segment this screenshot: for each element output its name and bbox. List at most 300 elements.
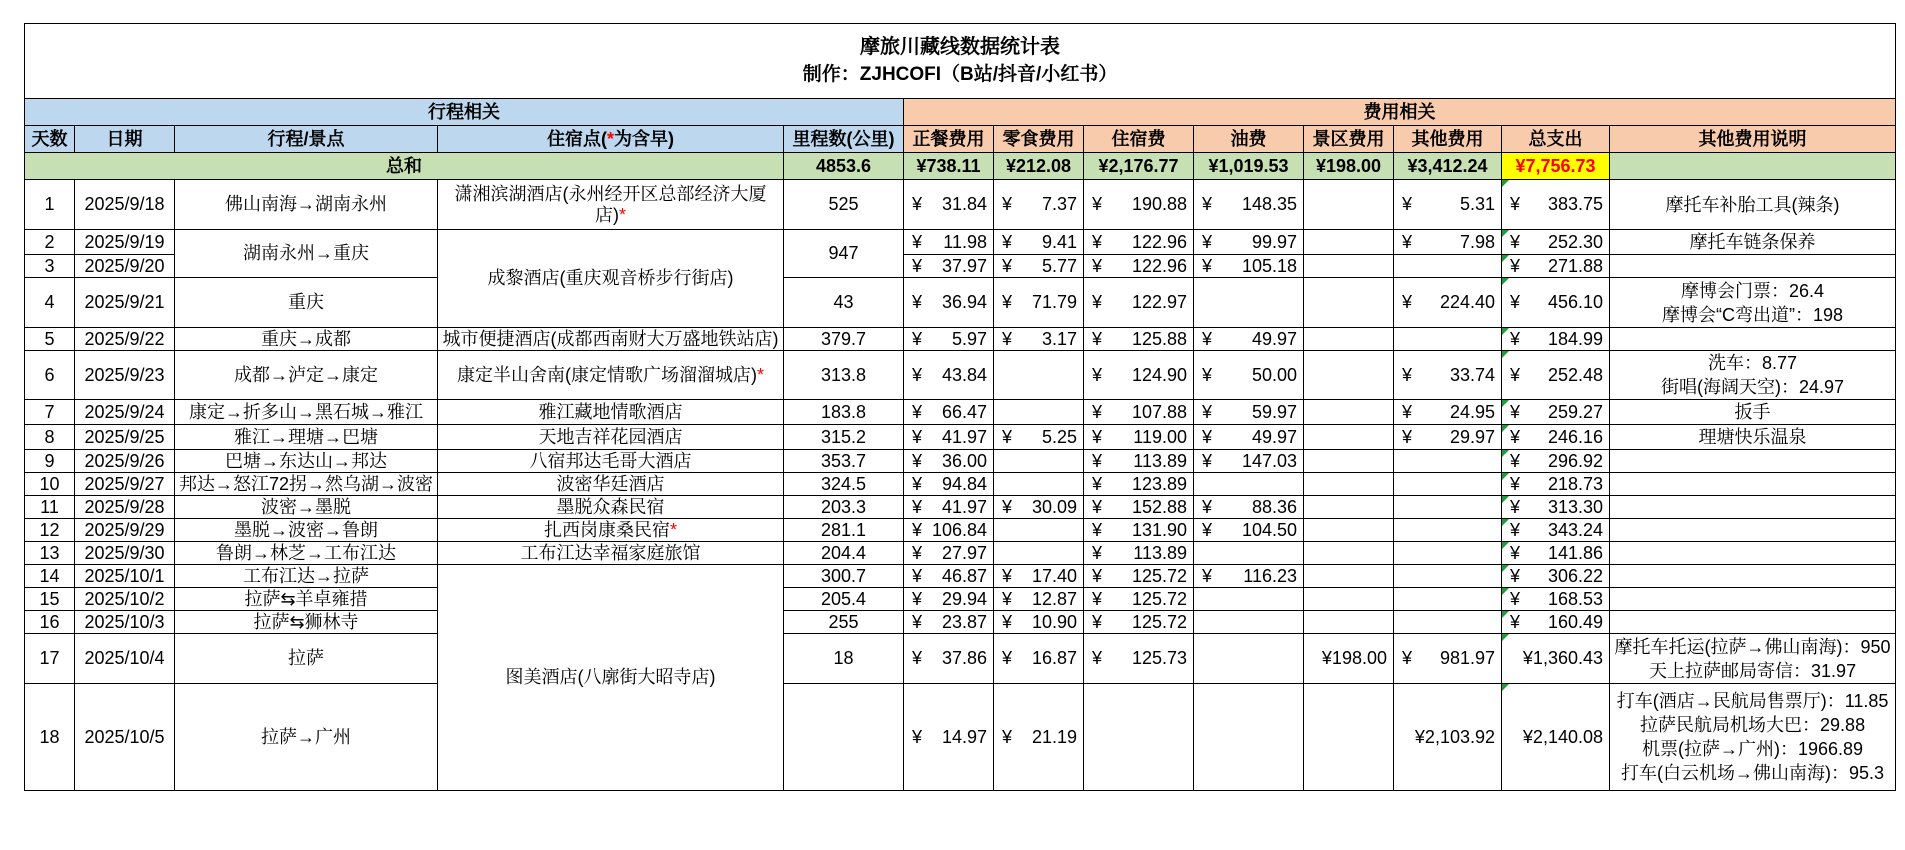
meal-cell bbox=[904, 255, 994, 278]
scenic-cell bbox=[1304, 278, 1394, 328]
total-value: 313.30 bbox=[1547, 496, 1603, 517]
total-cell bbox=[1502, 450, 1610, 473]
total-value: 259.27 bbox=[1547, 401, 1603, 422]
other-cell bbox=[1394, 588, 1502, 611]
fuel-money bbox=[1194, 497, 1303, 518]
date-cell: 2025/9/24 bbox=[75, 400, 175, 425]
currency-symbol: ¥ bbox=[1002, 496, 1013, 517]
header-hotel-star: * bbox=[606, 128, 614, 149]
table-row bbox=[25, 565, 1896, 588]
scenic-cell bbox=[1304, 684, 1394, 791]
mileage-cell: 183.8 bbox=[784, 400, 904, 425]
note-line: 天上拉萨邮局寄信：31.97 bbox=[1649, 660, 1857, 681]
meal-cell bbox=[904, 634, 994, 684]
notes-cell bbox=[1610, 450, 1896, 473]
lodging-cell bbox=[1084, 400, 1194, 425]
date-cell: 2025/9/25 bbox=[75, 425, 175, 450]
hotel-name: 天地吉祥花园酒店 bbox=[538, 426, 683, 447]
lodging-cell bbox=[1084, 611, 1194, 634]
meal-value: 43.84 bbox=[941, 364, 987, 385]
totals-snack: ¥212.08 bbox=[994, 153, 1084, 180]
lodging-value: 119.00 bbox=[1133, 426, 1187, 447]
notes-cell bbox=[1610, 542, 1896, 565]
other-value: 7.98 bbox=[1459, 231, 1495, 252]
other-cell bbox=[1394, 473, 1502, 496]
currency-symbol: ¥ bbox=[1002, 648, 1013, 668]
day-cell: 8 bbox=[25, 425, 75, 450]
lodging-cell bbox=[1084, 519, 1194, 542]
fuel-value: 104.50 bbox=[1241, 519, 1297, 540]
currency-symbol: ¥ bbox=[1092, 565, 1103, 586]
table-row bbox=[25, 588, 1896, 611]
currency-symbol: ¥ bbox=[1092, 542, 1103, 563]
currency-symbol: ¥ bbox=[1092, 292, 1103, 312]
spreadsheet bbox=[24, 23, 1895, 791]
total-cell bbox=[1502, 255, 1610, 278]
fuel-value: 59.97 bbox=[1251, 401, 1297, 422]
total-value: 218.73 bbox=[1547, 473, 1603, 494]
snack-money bbox=[994, 194, 1083, 215]
lodging-money bbox=[1084, 402, 1193, 423]
table-row bbox=[25, 542, 1896, 565]
fuel-money bbox=[1194, 256, 1303, 277]
lodging-cell bbox=[1084, 328, 1194, 351]
total-value: 271.88 bbox=[1547, 255, 1603, 276]
currency-symbol: ¥ bbox=[1002, 255, 1013, 276]
snack-cell bbox=[994, 684, 1084, 791]
currency-symbol: ¥ bbox=[1202, 565, 1213, 586]
comment-marker bbox=[1502, 588, 1509, 595]
meal-cell bbox=[904, 496, 994, 519]
lodging-cell bbox=[1084, 255, 1194, 278]
date-cell: 2025/10/1 bbox=[75, 565, 175, 588]
snack-money bbox=[994, 329, 1083, 350]
meal-cell bbox=[904, 542, 994, 565]
currency-symbol: ¥ bbox=[1092, 401, 1103, 422]
other-cell bbox=[1394, 496, 1502, 519]
lodging-value: 123.89 bbox=[1131, 473, 1187, 494]
meal-value: 106.84 bbox=[931, 519, 987, 540]
currency-symbol: ¥ bbox=[1510, 364, 1521, 385]
other-cell bbox=[1394, 611, 1502, 634]
lodging-value: 124.90 bbox=[1131, 364, 1187, 385]
note-line: 打车(白云机场→佛山南海)：95.3 bbox=[1621, 763, 1885, 783]
hotel-cell bbox=[438, 230, 784, 328]
hotel-cell bbox=[438, 351, 784, 400]
meal-money bbox=[904, 474, 993, 495]
other-cell bbox=[1394, 278, 1502, 328]
totals-mileage: 4853.6 bbox=[784, 153, 904, 180]
lodging-money bbox=[1084, 365, 1193, 386]
meal-value: 27.97 bbox=[941, 542, 987, 563]
total-value: 296.92 bbox=[1547, 450, 1603, 471]
header-hotel-prefix: 住宿点( bbox=[546, 128, 607, 149]
scenic-cell bbox=[1304, 496, 1394, 519]
other-money bbox=[1394, 402, 1501, 423]
header-hotel-suffix: 为含早) bbox=[614, 128, 674, 149]
meal-money bbox=[904, 727, 993, 748]
day-cell: 18 bbox=[25, 684, 75, 791]
total-cell bbox=[1502, 230, 1610, 255]
lodging-value: 113.89 bbox=[1133, 450, 1187, 471]
day-cell: 14 bbox=[25, 565, 75, 588]
fuel-cell bbox=[1194, 230, 1304, 255]
lodging-cell bbox=[1084, 473, 1194, 496]
currency-symbol: ¥ bbox=[1510, 565, 1521, 586]
total-money bbox=[1502, 451, 1609, 472]
lodging-money bbox=[1084, 427, 1193, 448]
fuel-cell bbox=[1194, 255, 1304, 278]
total-value: 160.49 bbox=[1547, 611, 1603, 632]
total-money bbox=[1502, 543, 1609, 564]
title-block bbox=[25, 24, 1896, 99]
total-cell bbox=[1502, 425, 1610, 450]
total-money bbox=[1502, 402, 1609, 423]
currency-symbol: ¥ bbox=[912, 519, 923, 540]
total-money bbox=[1502, 474, 1609, 495]
lodging-money bbox=[1084, 474, 1193, 495]
notes-cell bbox=[1610, 565, 1896, 588]
fuel-money bbox=[1194, 329, 1303, 350]
note-line: 打车(酒店→民航局售票厅)：11.85 bbox=[1616, 691, 1889, 711]
comment-marker bbox=[1502, 328, 1509, 335]
currency-symbol: ¥ bbox=[1202, 519, 1213, 540]
total-cell bbox=[1502, 634, 1610, 684]
date-cell: 2025/10/4 bbox=[75, 634, 175, 684]
scenic-cell bbox=[1304, 230, 1394, 255]
notes-cell bbox=[1610, 180, 1896, 230]
snack-value: 5.25 bbox=[1041, 426, 1077, 447]
fuel-cell bbox=[1194, 328, 1304, 351]
currency-symbol: ¥ bbox=[1002, 611, 1013, 632]
currency-symbol: ¥ bbox=[1510, 450, 1521, 471]
meal-cell bbox=[904, 425, 994, 450]
currency-symbol: ¥ bbox=[912, 542, 923, 563]
meal-money bbox=[904, 427, 993, 448]
lodging-money bbox=[1084, 256, 1193, 277]
day-cell: 11 bbox=[25, 496, 75, 519]
meal-money bbox=[904, 451, 993, 472]
total-cell bbox=[1502, 278, 1610, 328]
meal-value: 36.00 bbox=[941, 450, 987, 471]
total-cell bbox=[1502, 684, 1610, 791]
meal-cell bbox=[904, 328, 994, 351]
notes-cell bbox=[1610, 255, 1896, 278]
fuel-money bbox=[1194, 451, 1303, 472]
currency-symbol: ¥ bbox=[1002, 231, 1013, 252]
stats-table bbox=[24, 23, 1896, 791]
hotel-name: 雅江藏地情歌酒店 bbox=[538, 401, 683, 422]
fuel-cell bbox=[1194, 400, 1304, 425]
hotel-cell bbox=[438, 180, 784, 230]
note-line: 摩托车托运(拉萨→佛山南海)：950 bbox=[1614, 636, 1891, 657]
header-snack: 零食费用 bbox=[994, 126, 1084, 153]
fuel-cell bbox=[1194, 496, 1304, 519]
other-money bbox=[1394, 365, 1501, 386]
meal-cell bbox=[904, 684, 994, 791]
currency-symbol: ¥ bbox=[1202, 401, 1213, 422]
meal-value: 66.47 bbox=[941, 401, 987, 422]
table-row bbox=[25, 351, 1896, 400]
fuel-value: 99.97 bbox=[1251, 231, 1297, 252]
comment-marker bbox=[1502, 634, 1509, 641]
table-row bbox=[25, 278, 1896, 328]
fuel-cell bbox=[1194, 278, 1304, 328]
meal-money bbox=[904, 612, 993, 633]
meal-cell bbox=[904, 565, 994, 588]
currency-symbol: ¥ bbox=[912, 426, 923, 447]
snack-money bbox=[994, 612, 1083, 633]
other-money bbox=[1394, 648, 1501, 669]
snack-cell bbox=[994, 473, 1084, 496]
snack-cell bbox=[994, 450, 1084, 473]
hotel-name: 八宿邦达毛哥大酒店 bbox=[529, 450, 692, 471]
lodging-money bbox=[1084, 497, 1193, 518]
other-money bbox=[1394, 194, 1501, 215]
scenic-cell bbox=[1304, 255, 1394, 278]
route-cell: 佛山南海→湖南永州 bbox=[175, 180, 438, 230]
day-cell: 13 bbox=[25, 542, 75, 565]
table-row bbox=[25, 496, 1896, 519]
meal-value: 29.94 bbox=[941, 588, 987, 609]
snack-money bbox=[994, 727, 1083, 748]
route-cell: 拉萨→广州 bbox=[175, 684, 438, 791]
currency-symbol: ¥ bbox=[912, 611, 923, 632]
currency-symbol: ¥ bbox=[912, 473, 923, 494]
scenic-cell bbox=[1304, 328, 1394, 351]
table-row bbox=[25, 328, 1896, 351]
currency-symbol: ¥ bbox=[1202, 231, 1213, 252]
scenic-cell bbox=[1304, 450, 1394, 473]
meal-value: 23.87 bbox=[941, 611, 987, 632]
header-hotel bbox=[438, 126, 784, 153]
total-cell bbox=[1502, 328, 1610, 351]
currency-symbol: ¥ bbox=[1202, 450, 1213, 471]
other-cell bbox=[1394, 634, 1502, 684]
comment-marker bbox=[1502, 542, 1509, 549]
lodging-money bbox=[1084, 292, 1193, 313]
meal-cell bbox=[904, 588, 994, 611]
total-money bbox=[1502, 497, 1609, 518]
hotel-name: 康定半山舍南(康定情歌广场溜溜城店) bbox=[456, 364, 757, 385]
route-cell: 拉萨⇆羊卓雍措 bbox=[175, 588, 438, 611]
lodging-cell bbox=[1084, 496, 1194, 519]
mileage-cell: 315.2 bbox=[784, 425, 904, 450]
snack-value: 7.37 bbox=[1041, 194, 1077, 214]
day-cell: 5 bbox=[25, 328, 75, 351]
header-route: 行程/景点 bbox=[175, 126, 438, 153]
lodging-value: 125.72 bbox=[1131, 611, 1187, 632]
snack-value: 3.17 bbox=[1041, 328, 1077, 349]
route-cell: 雅江→理塘→巴塘 bbox=[175, 425, 438, 450]
mileage-cell: 379.7 bbox=[784, 328, 904, 351]
snack-value: 12.87 bbox=[1031, 588, 1077, 609]
fuel-cell bbox=[1194, 473, 1304, 496]
meal-cell bbox=[904, 450, 994, 473]
scenic-cell bbox=[1304, 400, 1394, 425]
fuel-money bbox=[1194, 566, 1303, 587]
fuel-money bbox=[1194, 365, 1303, 386]
meal-cell bbox=[904, 519, 994, 542]
mileage-cell: 18 bbox=[784, 634, 904, 684]
table-row bbox=[25, 473, 1896, 496]
scenic-cell bbox=[1304, 351, 1394, 400]
currency-symbol: ¥ bbox=[1092, 328, 1103, 349]
scenic-cell bbox=[1304, 473, 1394, 496]
snack-cell bbox=[994, 328, 1084, 351]
lodging-value: 190.88 bbox=[1131, 194, 1187, 214]
snack-money bbox=[994, 256, 1083, 277]
hotel-name: 城市便捷酒店(成都西南财大万盛地铁站店) bbox=[442, 328, 779, 349]
route-cell: 波密→墨脱 bbox=[175, 496, 438, 519]
snack-cell bbox=[994, 400, 1084, 425]
currency-symbol: ¥ bbox=[1002, 588, 1013, 609]
currency-symbol: ¥ bbox=[1402, 426, 1413, 447]
fuel-money bbox=[1194, 520, 1303, 541]
day-cell: 7 bbox=[25, 400, 75, 425]
snack-money bbox=[994, 292, 1083, 313]
lodging-cell bbox=[1084, 351, 1194, 400]
hotel-cell bbox=[438, 328, 784, 351]
meal-value: 36.94 bbox=[941, 292, 987, 312]
lodging-cell bbox=[1084, 180, 1194, 230]
currency-symbol: ¥ bbox=[912, 328, 923, 349]
snack-value: 30.09 bbox=[1031, 496, 1077, 517]
other-cell bbox=[1394, 519, 1502, 542]
note-line: 机票(拉萨→广州)：1966.89 bbox=[1642, 739, 1864, 759]
table-row bbox=[25, 180, 1896, 230]
snack-value: 9.41 bbox=[1041, 231, 1077, 252]
hotel-cell bbox=[438, 496, 784, 519]
currency-symbol: ¥ bbox=[1092, 450, 1103, 471]
currency-symbol: ¥ bbox=[1002, 426, 1013, 447]
mileage-cell: 204.4 bbox=[784, 542, 904, 565]
other-cell bbox=[1394, 684, 1502, 791]
fuel-cell bbox=[1194, 180, 1304, 230]
lodging-money bbox=[1084, 520, 1193, 541]
lodging-money bbox=[1084, 451, 1193, 472]
meal-money bbox=[904, 497, 993, 518]
scenic-value: ¥198.00 bbox=[1321, 648, 1387, 668]
lodging-money bbox=[1084, 543, 1193, 564]
other-value: 33.74 bbox=[1449, 364, 1495, 385]
totals-lodging: ¥2,176.77 bbox=[1084, 153, 1194, 180]
fuel-cell bbox=[1194, 565, 1304, 588]
table-row bbox=[25, 425, 1896, 450]
currency-symbol: ¥ bbox=[1002, 328, 1013, 349]
other-cell bbox=[1394, 180, 1502, 230]
totals-row bbox=[25, 153, 1896, 180]
notes-cell bbox=[1610, 425, 1896, 450]
note-line: 摩托车链条保养 bbox=[1689, 232, 1816, 252]
other-cell bbox=[1394, 542, 1502, 565]
table-row bbox=[25, 611, 1896, 634]
meal-value: 11.98 bbox=[943, 231, 987, 252]
totals-scenic: ¥198.00 bbox=[1304, 153, 1394, 180]
currency-symbol: ¥ bbox=[1202, 364, 1213, 385]
mileage-cell: 324.5 bbox=[784, 473, 904, 496]
day-cell: 6 bbox=[25, 351, 75, 400]
scenic-cell bbox=[1304, 542, 1394, 565]
fuel-cell bbox=[1194, 588, 1304, 611]
lodging-value: 125.72 bbox=[1131, 588, 1187, 609]
total-value: 184.99 bbox=[1547, 328, 1603, 349]
comment-marker bbox=[1502, 450, 1509, 457]
notes-cell bbox=[1610, 519, 1896, 542]
meal-money bbox=[904, 566, 993, 587]
hotel-cell bbox=[438, 450, 784, 473]
day-cell: 4 bbox=[25, 278, 75, 328]
notes-cell bbox=[1610, 278, 1896, 328]
currency-symbol: ¥ bbox=[1510, 542, 1521, 563]
lodging-cell bbox=[1084, 588, 1194, 611]
date-cell: 2025/9/26 bbox=[75, 450, 175, 473]
header-mileage: 里程数(公里) bbox=[784, 126, 904, 153]
route-cell: 鲁朗→林芝→工布江达 bbox=[175, 542, 438, 565]
table-row bbox=[25, 450, 1896, 473]
other-cell bbox=[1394, 351, 1502, 400]
route-cell: 康定→折多山→黑石城→雅江 bbox=[175, 400, 438, 425]
comment-marker bbox=[1502, 230, 1509, 237]
meal-cell bbox=[904, 180, 994, 230]
total-money bbox=[1502, 365, 1609, 386]
other-cell bbox=[1394, 255, 1502, 278]
currency-symbol: ¥ bbox=[1002, 565, 1013, 586]
total-value: 456.10 bbox=[1547, 292, 1603, 312]
comment-marker bbox=[1502, 425, 1509, 432]
route-cell: 巴塘→东达山→邦达 bbox=[175, 450, 438, 473]
comment-marker bbox=[1502, 278, 1509, 285]
lodging-value: 152.88 bbox=[1131, 496, 1187, 517]
currency-symbol: ¥ bbox=[1510, 426, 1521, 447]
lodging-cell bbox=[1084, 684, 1194, 791]
notes-cell bbox=[1610, 634, 1896, 684]
meal-cell bbox=[904, 278, 994, 328]
route-cell: 工布江达→拉萨 bbox=[175, 565, 438, 588]
currency-symbol: ¥ bbox=[912, 648, 923, 668]
table-row bbox=[25, 684, 1896, 791]
total-cell bbox=[1502, 473, 1610, 496]
snack-cell bbox=[994, 180, 1084, 230]
total-cell bbox=[1502, 180, 1610, 230]
meal-value: 94.84 bbox=[941, 473, 987, 494]
lodging-cell bbox=[1084, 634, 1194, 684]
hotel-cell bbox=[438, 473, 784, 496]
meal-cell bbox=[904, 611, 994, 634]
total-cell bbox=[1502, 542, 1610, 565]
comment-marker bbox=[1502, 496, 1509, 503]
fuel-cell bbox=[1194, 542, 1304, 565]
snack-value: 5.77 bbox=[1041, 255, 1077, 276]
currency-symbol: ¥ bbox=[912, 231, 923, 252]
totals-grand: ¥7,756.73 bbox=[1502, 153, 1610, 180]
note-line: 街唱(海阔天空)：24.97 bbox=[1661, 377, 1845, 397]
other-value: ¥2,103.92 bbox=[1414, 726, 1495, 747]
notes-cell bbox=[1610, 230, 1896, 255]
total-cell bbox=[1502, 588, 1610, 611]
comment-marker bbox=[1502, 519, 1509, 526]
date-cell: 2025/10/2 bbox=[75, 588, 175, 611]
header-total: 总支出 bbox=[1502, 126, 1610, 153]
snack-cell bbox=[994, 496, 1084, 519]
route-cell: 墨脱→波密→鲁朗 bbox=[175, 519, 438, 542]
other-cell bbox=[1394, 450, 1502, 473]
fuel-value: 116.23 bbox=[1243, 565, 1297, 586]
total-value: 343.24 bbox=[1547, 519, 1603, 540]
fuel-value: 50.00 bbox=[1251, 364, 1297, 385]
date-cell: 2025/9/22 bbox=[75, 328, 175, 351]
lodging-money bbox=[1084, 648, 1193, 669]
